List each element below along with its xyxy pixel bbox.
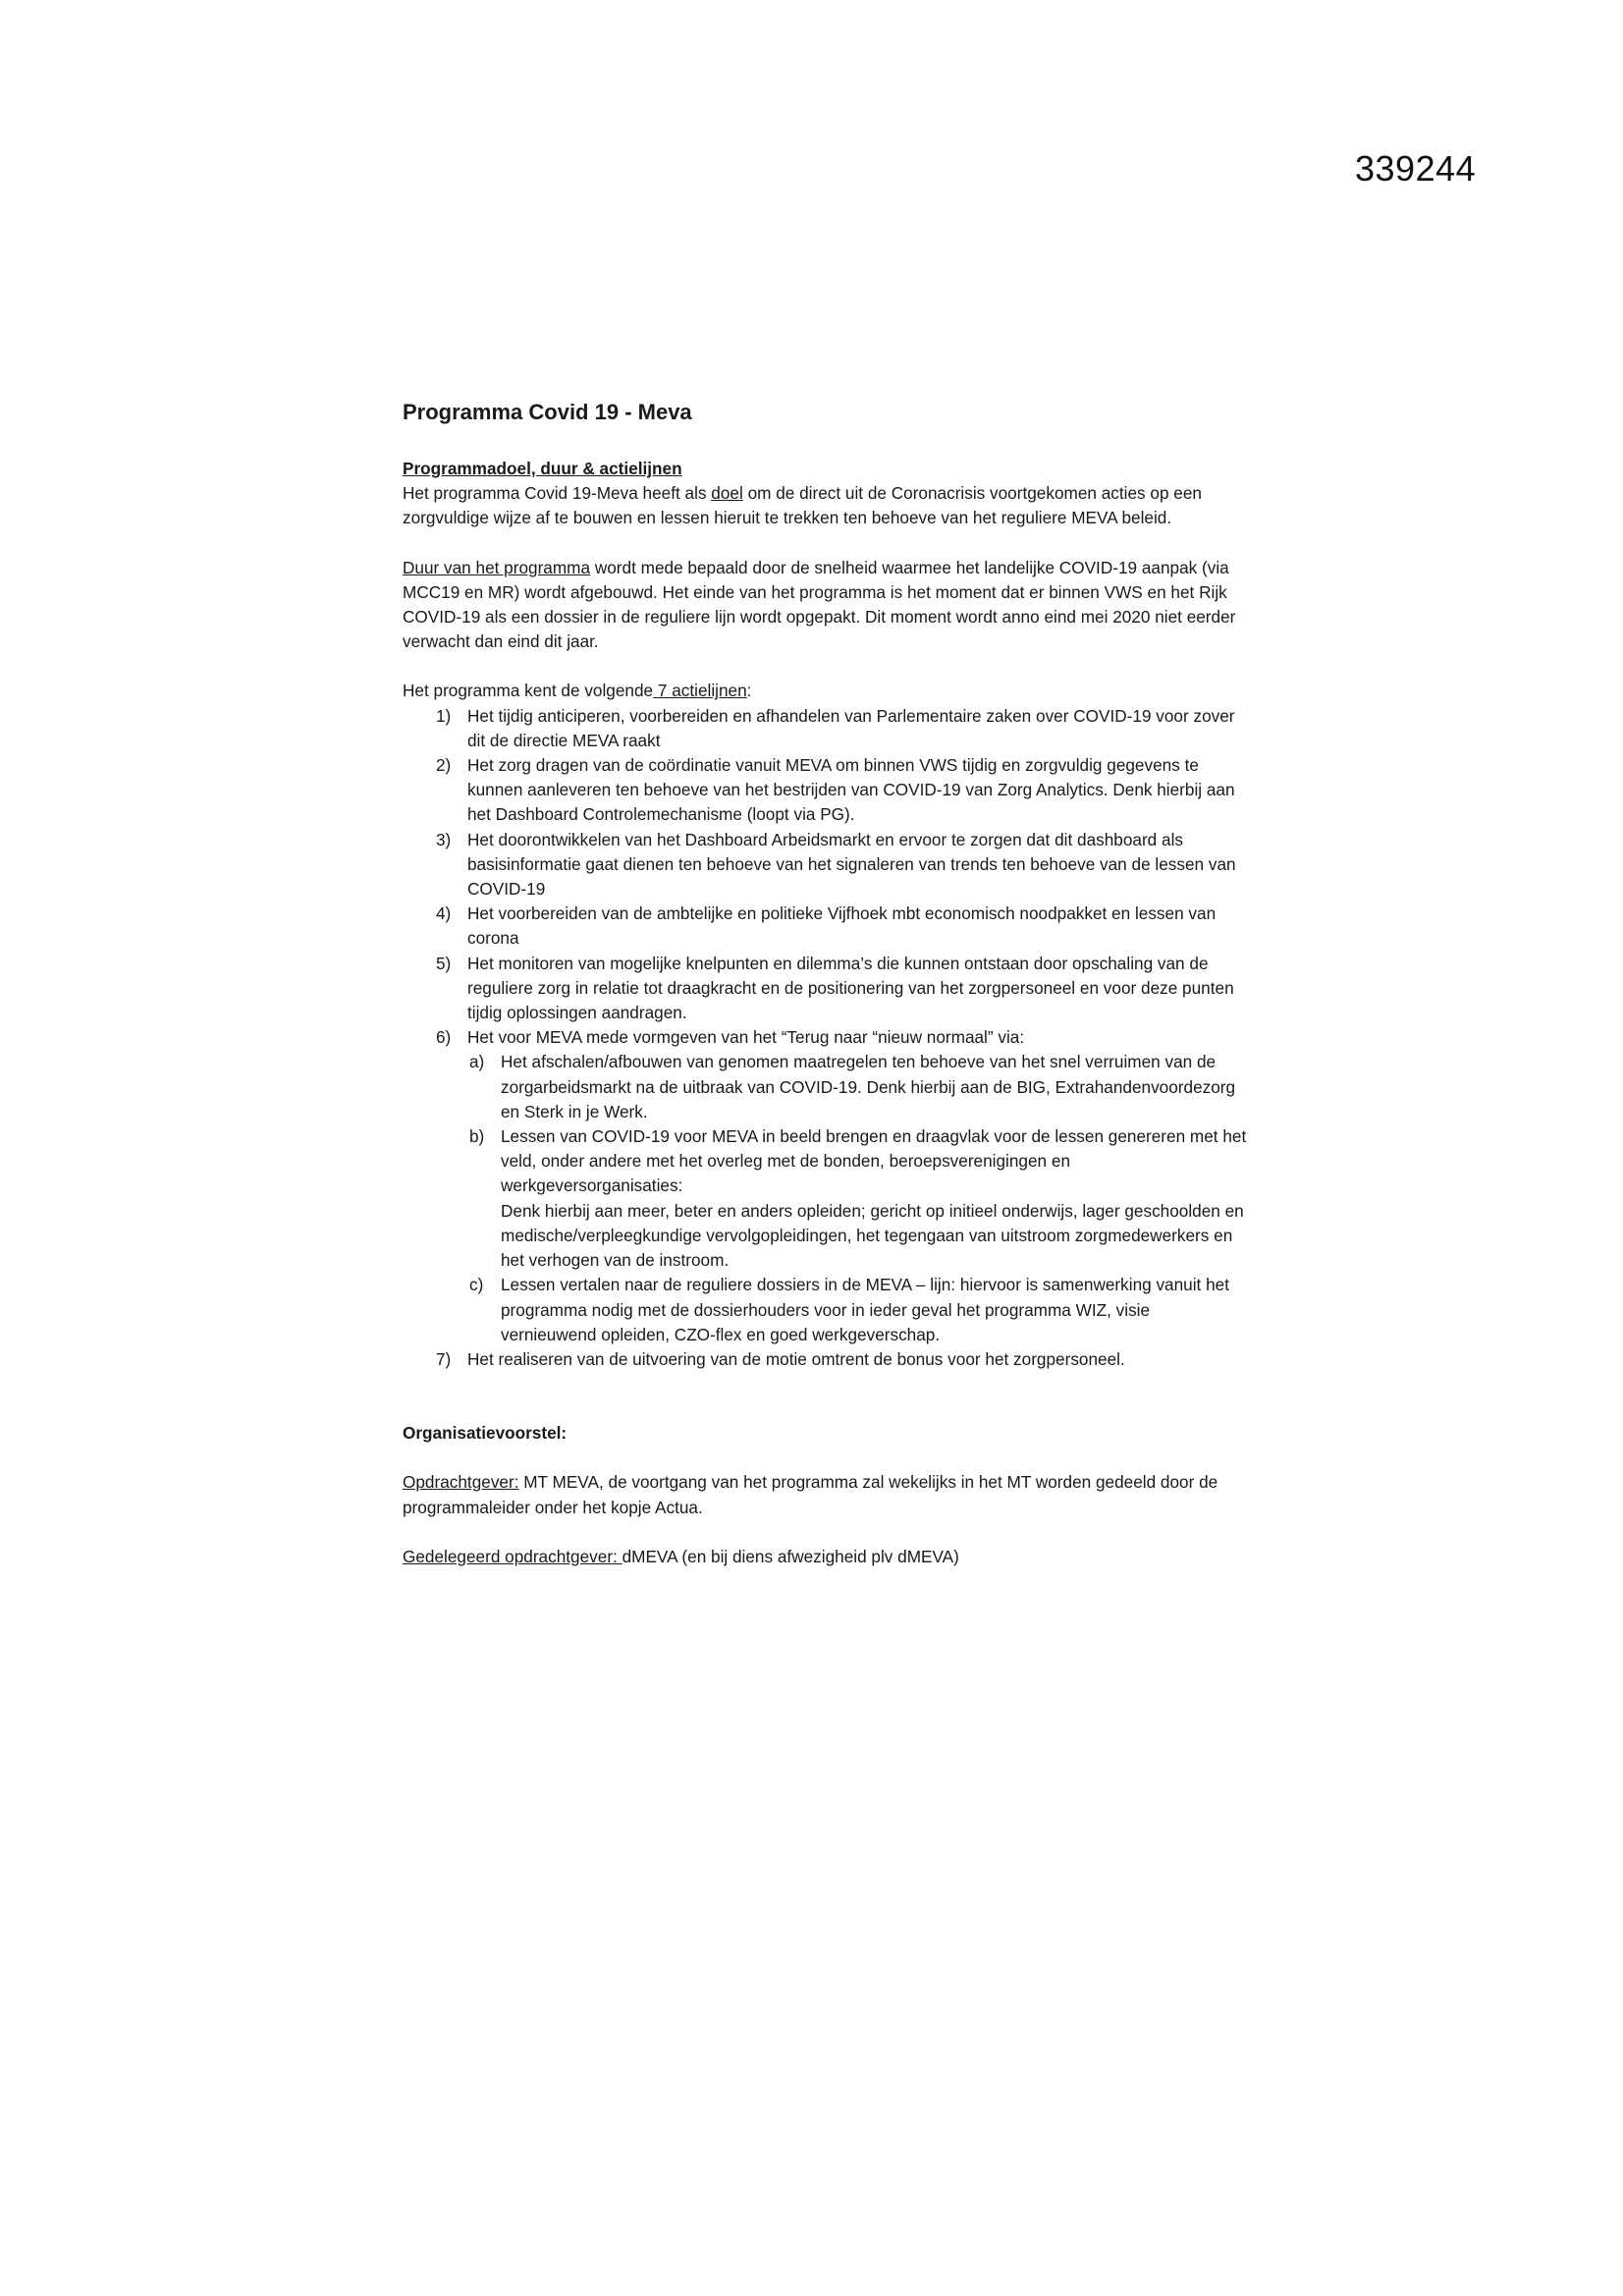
text-fragment: Het programma Covid 19-Meva heeft als — [403, 483, 712, 504]
sub-list-item — [467, 1273, 1247, 1347]
sub-action-list — [467, 1050, 1247, 1346]
sub-list-item — [467, 1050, 1247, 1124]
label-gedelegeerd-opdrachtgever: Gedelegeerd opdrachtgever: — [403, 1546, 622, 1566]
text-fragment: MT MEVA, de voortgang van het programma zal wekelijks in het MT worden gedeeld door de programmaleider onder het kopje Actua. — [403, 1472, 1218, 1517]
list-item — [436, 753, 1247, 828]
list-number: 4) — [436, 903, 452, 924]
list-item-text: Het tijdig anticiperen, voorbereiden en afhandelen van Parlementaire zaken over COVID-19 voor zover dit de directie MEVA raakt — [467, 705, 1235, 750]
document-body — [403, 398, 1247, 1569]
sub-list-item-text: Lessen van COVID-19 voor MEVA in beeld brengen en draagvlak voor de lessen genereren met het veld, onder andere met het overleg met de bonden, beroepsverenigingen en werkgeversorganisaties: — [501, 1126, 1247, 1196]
text-fragment: Het programma kent de volgende — [403, 681, 654, 701]
document-title: Programma Covid 19 - Meva — [403, 400, 692, 424]
paragraph-opdrachtgever — [403, 1470, 1247, 1519]
list-number: 3) — [436, 829, 452, 849]
list-item-text: Het voorbereiden van de ambtelijke en politieke Vijfhoek mbt economisch noodpakket en lessen van corona — [467, 903, 1217, 949]
section-heading-text: Programmadoel, duur & actielijnen — [403, 459, 682, 478]
list-number: 6) — [436, 1027, 452, 1048]
sub-list-item-text: Denk hierbij aan meer, beter en anders opleiden; gericht op initieel onderwijs, lager geschoolden en medische/verpleegkundige vervolgopleidingen, het tegengaan van uitstroom zorgmedewerkers en het verhogen van de instroom. — [501, 1200, 1244, 1271]
list-item-text: Het realiseren van de uitvoering van de motie omtrent de bonus voor het zorgpersoneel. — [467, 1348, 1125, 1369]
sub-list-letter: c) — [469, 1275, 484, 1295]
underlined-term-doel: doel — [711, 483, 743, 504]
paragraph-actielijnen-intro — [403, 679, 1247, 703]
list-item-text: Het monitoren van mogelijke knelpunten en dilemma’s die kunnen ontstaan door opschaling van de reguliere zorg in relatie tot draagkracht en de positionering van het zorgpersoneel en voor deze punten tijdig oplossingen aandragen. — [467, 953, 1234, 1023]
list-item-text: Het doorontwikkelen van het Dashboard Arbeidsmarkt en ervoor te zorgen dat dit dashboard als basisinformatie gaat dienen ten behoeve van het signaleren van trends ten behoeve van de lessen van COVID-19 — [467, 829, 1236, 900]
action-list — [403, 704, 1247, 1372]
underlined-term-actielijnen: 7 actielijnen — [653, 681, 747, 701]
underlined-term-duur: Duur van het programma — [403, 557, 591, 577]
document-number: 339244 — [1355, 148, 1477, 189]
section-heading-organisatievoorstel: Organisatievoorstel: — [403, 1423, 568, 1444]
label-opdrachtgever: Opdrachtgever: — [403, 1472, 519, 1493]
list-number: 5) — [436, 953, 452, 973]
list-item — [436, 952, 1247, 1026]
sub-list-item-text: Lessen vertalen naar de reguliere dossiers in de MEVA – lijn: hiervoor is samenwerking vanuit het programma nodig met de dossierhouders voor in ieder geval het programma WIZ, visie vernieuwend opleiden, CZO-flex en goed werkgeverschap. — [501, 1275, 1229, 1344]
paragraph-duur — [403, 556, 1247, 655]
sub-list-letter: a) — [469, 1052, 485, 1072]
section-heading-programmadoel — [403, 457, 1247, 481]
list-item — [436, 1025, 1247, 1347]
sub-list-item — [467, 1124, 1247, 1273]
text-fragment: dMEVA (en bij diens afwezigheid plv dMEVA) — [622, 1546, 959, 1566]
paragraph-gedelegeerd — [403, 1545, 1247, 1569]
sub-list-item-text: Het afschalen/afbouwen van genomen maatregelen ten behoeve van het snel verruimen van de zorgarbeidsmarkt na de uitbraak van COVID-19. Denk hierbij aan de BIG, Extrahandenvoordezorg en Sterk in je Werk. — [501, 1052, 1236, 1121]
list-item — [436, 902, 1247, 951]
text-fragment: : — [746, 681, 752, 701]
list-number: 7) — [436, 1348, 452, 1369]
paragraph-doel — [403, 481, 1247, 530]
list-number: 1) — [436, 705, 452, 726]
text-fragment: om de direct uit de Coronacrisis voortgekomen acties op een zorgvuldige wijze af te bouwen en lessen hieruit te trekken ten behoeve van het reguliere MEVA beleid. — [403, 483, 1202, 528]
list-item-text: Het zorg dragen van de coördinatie vanuit MEVA om binnen VWS tijdig en zorgvuldig gegevens te kunnen aanleveren ten behoeve van het bestrijden van COVID-19 van Zorg Analytics. Denk hierbij aan het Dashboard Controlemechanisme (loopt via PG). — [467, 755, 1235, 825]
list-item — [436, 1347, 1247, 1372]
list-item — [436, 828, 1247, 902]
list-item-text: Het voor MEVA mede vormgeven van het “Terug naar “nieuw normaal” via: — [467, 1027, 1025, 1048]
list-item — [436, 704, 1247, 753]
list-number: 2) — [436, 755, 452, 776]
sub-list-letter: b) — [469, 1126, 485, 1147]
text-fragment: wordt mede bepaald door de snelheid waarmee het landelijke COVID-19 aanpak (via MCC19 en MR) wordt afgebouwd. Het einde van het programma is het moment dat er binnen VWS en het Rijk COVID-19 als een dossier in de reguliere lijn wordt opgepakt. Dit moment wordt anno eind mei 2020 niet eerder verwacht dan eind dit jaar. — [403, 557, 1236, 652]
